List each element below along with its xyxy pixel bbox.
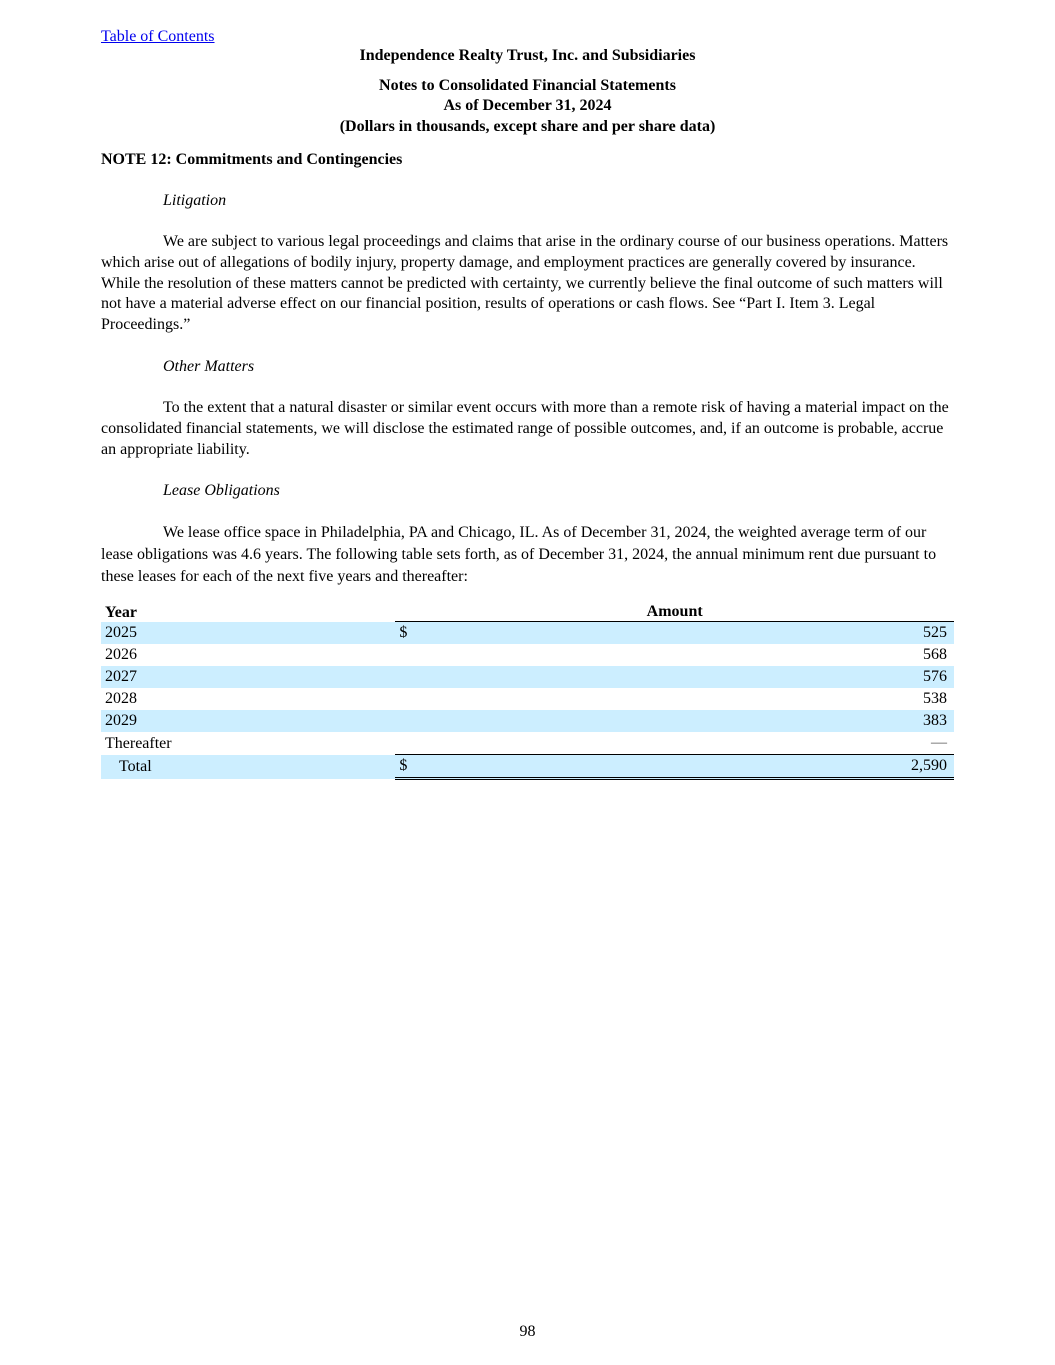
company-name: Independence Realty Trust, Inc. and Subsidiaries <box>359 47 696 64</box>
amount-cell: 525 <box>417 622 954 645</box>
amount-cell: 568 <box>923 646 947 664</box>
document-page <box>101 26 954 780</box>
table-of-contents-link[interactable]: Table of Contents <box>101 28 215 45</box>
currency-symbol: $ <box>395 622 417 645</box>
as-of-date: As of December 31, 2024 <box>443 97 612 114</box>
other-matters-paragraph: To the extent that a natural disaster or similar event occurs with more than a remote risk of having a material impact on the consolidated financial statements, we will disclose the estimated range of possible outcomes, and, if an outcome is probable, accrue an appropriate liability. <box>101 398 949 458</box>
table-row <box>101 688 954 710</box>
lease-obligations-paragraph: We lease office space in Philadelphia, PA and Chicago, IL. As of December 31, 2024, the weighted average term of our lease obligations was 4.6 years. The following table sets forth, as of December 31, 2024, the annual minimum rent due pursuant to these leases for each of the next five years and thereafter: <box>101 524 937 586</box>
table-row <box>101 644 954 666</box>
other-matters-heading: Other Matters <box>163 357 255 375</box>
table-row <box>101 710 954 732</box>
amount-cell: 576 <box>417 666 954 688</box>
year-cell: Thereafter <box>105 734 172 752</box>
litigation-paragraph: We are subject to various legal proceedings and claims that arise in the ordinary course of our business operations. Matters which arise out of allegations of bodily injury, property damage, and employment practices are generally covered by insurance. While the resolution of these matters cannot be predicted with certainty, we currently believe the final outcome of such matters will not have a material adverse effect on our financial position, results of operations or cash flows. See “Part I. Item 3. Legal Proceedings.” <box>101 233 949 334</box>
amount-cell: 538 <box>923 690 947 708</box>
year-column-header: Year <box>105 603 137 621</box>
table-row <box>101 622 954 645</box>
note-title: NOTE 12: Commitments and Contingencies <box>101 151 403 168</box>
table-row <box>101 732 954 755</box>
page-number: 98 <box>519 1323 536 1340</box>
amount-column-header: Amount <box>395 603 954 622</box>
total-label: Total <box>101 755 395 779</box>
amount-cell: 383 <box>417 710 954 732</box>
total-row <box>101 755 954 779</box>
year-cell: 2025 <box>101 622 395 645</box>
year-cell: 2027 <box>101 666 395 688</box>
lease-payments-table <box>101 603 954 780</box>
currency-symbol: $ <box>395 755 417 779</box>
litigation-heading: Litigation <box>163 192 227 209</box>
notes-title: Notes to Consolidated Financial Statements <box>379 77 676 94</box>
year-cell: 2029 <box>101 710 395 732</box>
total-amount: 2,590 <box>417 755 954 779</box>
lease-obligations-heading: Lease Obligations <box>163 482 280 500</box>
units-note: (Dollars in thousands, except share and per share data) <box>339 118 716 135</box>
amount-cell: — <box>417 732 954 755</box>
year-cell: 2026 <box>105 646 137 664</box>
year-cell: 2028 <box>105 690 137 708</box>
table-row <box>101 666 954 688</box>
